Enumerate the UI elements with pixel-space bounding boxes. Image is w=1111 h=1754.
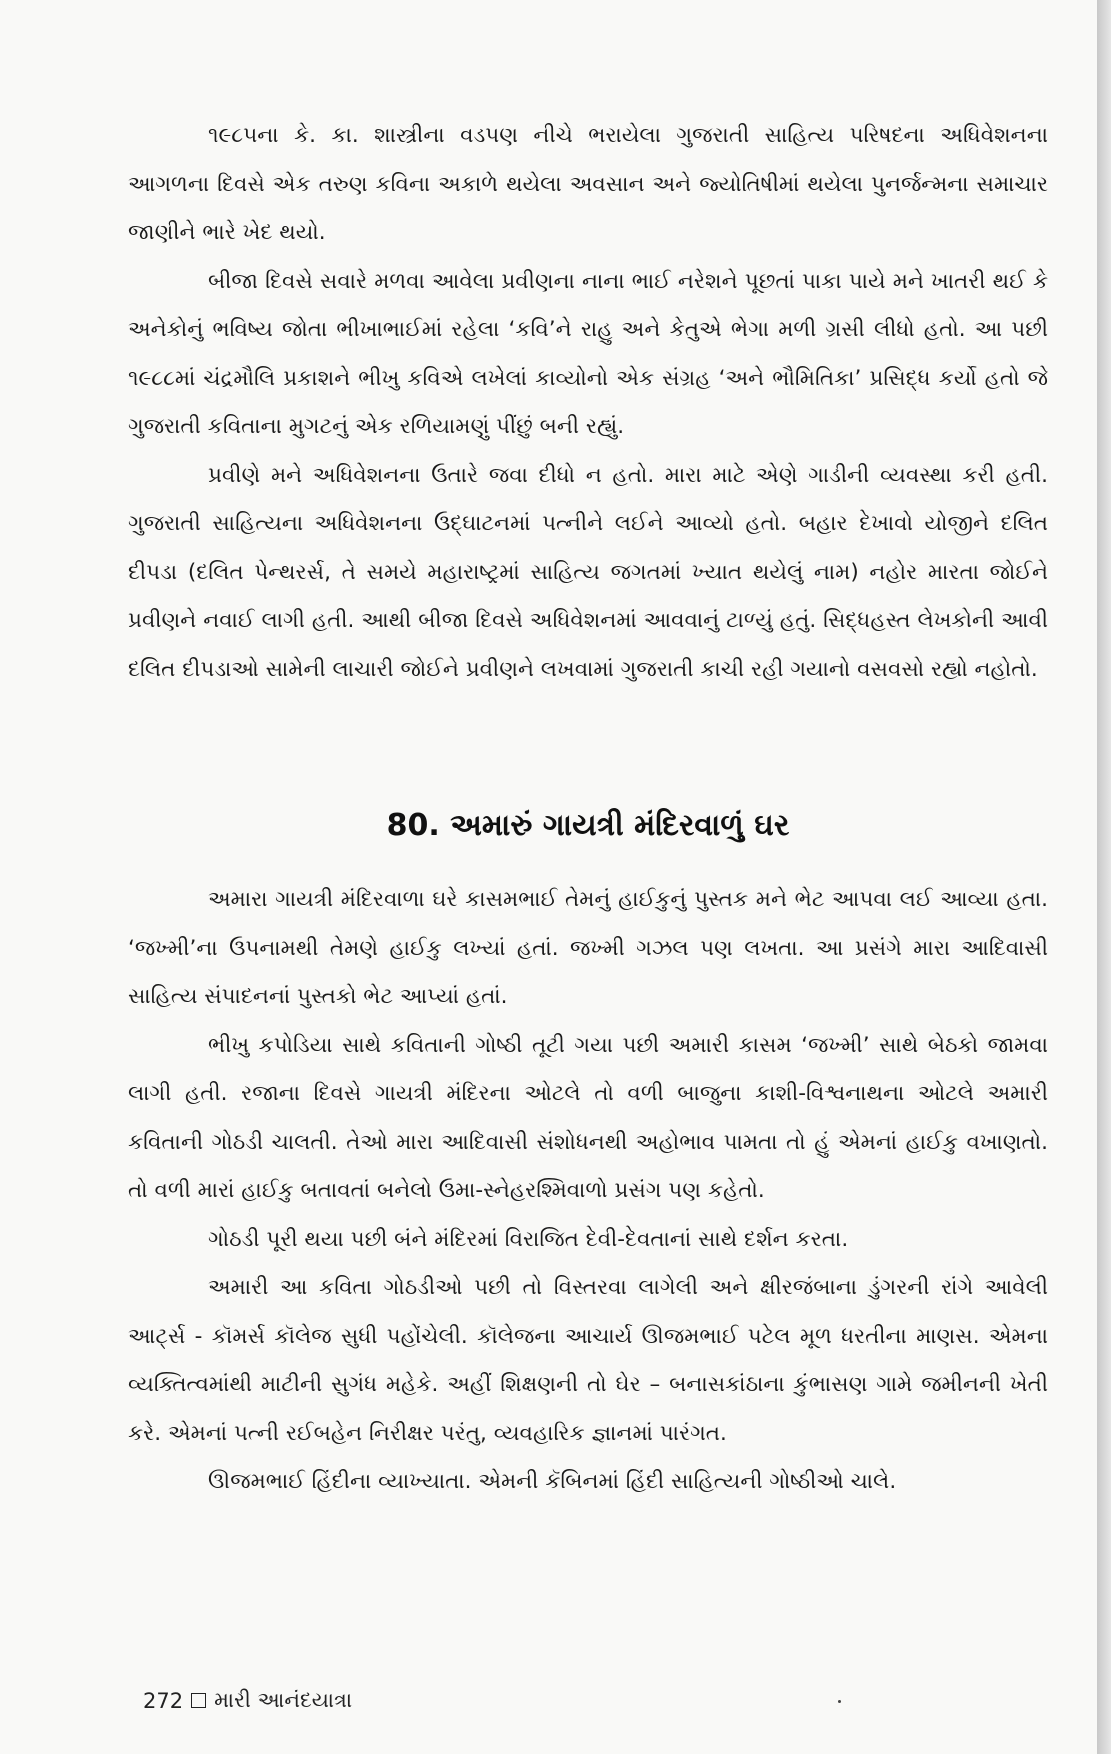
page-number: 272 [143, 1688, 184, 1713]
paragraph: ભીખુ કપોડિયા સાથે કવિતાની ગોષ્ઠી તૂટી ગયા પછી અમારી કાસમ ‘જખ્મી’ સાથે બેઠકો જામવા લાગી હતી. રજાના દિવસે ગાયત્રી મંદિરના ઓટલે તો વળી બાજુના કાશી-વિશ્વનાથના ઓટલે અમારી કવિતાની ગોઠડી ચાલતી. તેઓ મારા આદિવાસી સંશોધનથી અહોભાવ પામતા તો હું એમનાં હાઈકુ વખાણતો. તો વળી મારાં હાઈકુ બતાવતાં બનેલો ઉમા-સ્નેહરશ્મિવાળો પ્રસંગ પણ કહેતો. [128, 1032, 1048, 1203]
text-section-top [128, 112, 1048, 694]
paragraph: બીજા દિવસે સવારે મળવા આવેલા પ્રવીણના નાના ભાઈ નરેશને પૂછતાં પાકા પાયે મને ખાતરી થઈ કે અનેકોનું ભવિષ્ય જોતા ભીખાભાઈમાં રહેલા ‘કવિ’ને રાહુ અને કેતુએ ભેગા મળી ગ્રસી લીધો હતો. આ પછી ૧૯૮૮માં ચંદ્રમૌલિ પ્રકાશને ભીખુ કવિએ લખેલાં કાવ્યોનો એક સંગ્રહ ‘અને ભૌમિતિકા’ પ્રસિદ્ધ કર્યો હતો જે ગુજરાતી કવિતાના મુગટનું એક રળિયામણું પીંછું બની રહ્યું. [128, 268, 1048, 439]
paragraph: ઊજમભાઈ હિંદીના વ્યાખ્યાતા. એમની કૅબિનમાં હિંદી સાહિત્યની ગોષ્ઠીઓ ચાલે. [208, 1469, 897, 1494]
stray-mark [838, 1700, 841, 1703]
square-separator-icon [191, 1693, 206, 1708]
page-footer [143, 1688, 352, 1713]
paragraph: ૧૯૮૫ના કે. કા. શાસ્ત્રીના વડપણ નીચે ભરાયેલા ગુજરાતી સાહિત્ય પરિષદના અધિવેશનના આગળના દિવસે એક તરુણ કવિના અકાળે થયેલા અવસાન અને જ્યોતિષીમાં થયેલા પુનર્જન્મના સમાચાર જાણીને ભારે ખેદ થયો. [128, 123, 1048, 245]
paragraph: ગોઠડી પૂરી થયા પછી બંને મંદિરમાં વિરાજિત દેવી-દેવતાનાં સાથે દર્શન કરતા. [208, 1226, 849, 1252]
text-section-bottom [128, 876, 1048, 1507]
paragraph: અમારી આ કવિતા ગોઠડીઓ પછી તો વિસ્તરવા લાગેલી અને ક્ષીરજંબાના ડુંગરની રાંગે આવેલી આર્ટ્સ - કૉમર્સ કૉલેજ સુધી પહોંચેલી. કૉલેજના આચાર્ય ઊજમભાઈ પટેલ મૂળ ધરતીના માણસ. એમના વ્યક્તિત્વમાંથી માટીની સુગંધ મહેકે. અહીં શિક્ષણની તો ઘેર – બનાસકાંઠાના કુંભાસણ ગામે જમીનની ખેતી કરે. એમનાં પત્ની રઈબહેન નિરીક્ષર પરંતુ, વ્યવહારિક જ્ઞાનમાં પારંગત. [128, 1275, 1048, 1446]
paragraph: અમારા ગાયત્રી મંદિરવાળા ઘરે કાસમભાઈ તેમનું હાઈકુનું પુસ્તક મને ભેટ આપવા લઈ આવ્યા હતા. ‘જખ્મી’ના ઉપનામથી તેમણે હાઈકુ લખ્યાં હતાં. જખ્મી ગઝલ પણ લખતા. આ પ્રસંગે મારા આદિવાસી સાહિત્ય સંપાદનનાં પુસ્તકો ભેટ આપ્યાં હતાં. [128, 887, 1048, 1009]
book-title: મારી આનંદયાત્રા [214, 1688, 353, 1712]
paragraph: પ્રવીણે મને અધિવેશનના ઉતારે જવા દીધો ન હતો. મારા માટે એણે ગાડીની વ્યવસ્થા કરી હતી. ગુજરાતી સાહિત્યના અધિવેશનના ઉદ્ઘાટનમાં પત્નીને લઈને આવ્યો હતો. બહાર દેખાવો યોજીને દલિત દીપડા (દલિત પેન્થરર્સ, તે સમયે મહારાષ્ટ્રમાં સાહિત્ય જગતમાં ખ્યાત થયેલું નામ) નહોર મારતા જોઈને પ્રવીણને નવાઈ લાગી હતી. આથી બીજા દિવસે અધિવેશનમાં આવવાનું ટાળ્યું હતું. સિદ્ધહસ્ત લેખકોની આવી દલિત દીપડાઓ સામેની લાચારી જોઈને પ્રવીણને લખવામાં ગુજરાતી કાચી રહી ગયાનો વસવસો રહ્યો નહોતો. [128, 462, 1048, 682]
page-edge [1097, 0, 1111, 1754]
chapter-heading: 80. અમારું ગાયત્રી મંદિરવાળું ઘર [386, 808, 790, 843]
